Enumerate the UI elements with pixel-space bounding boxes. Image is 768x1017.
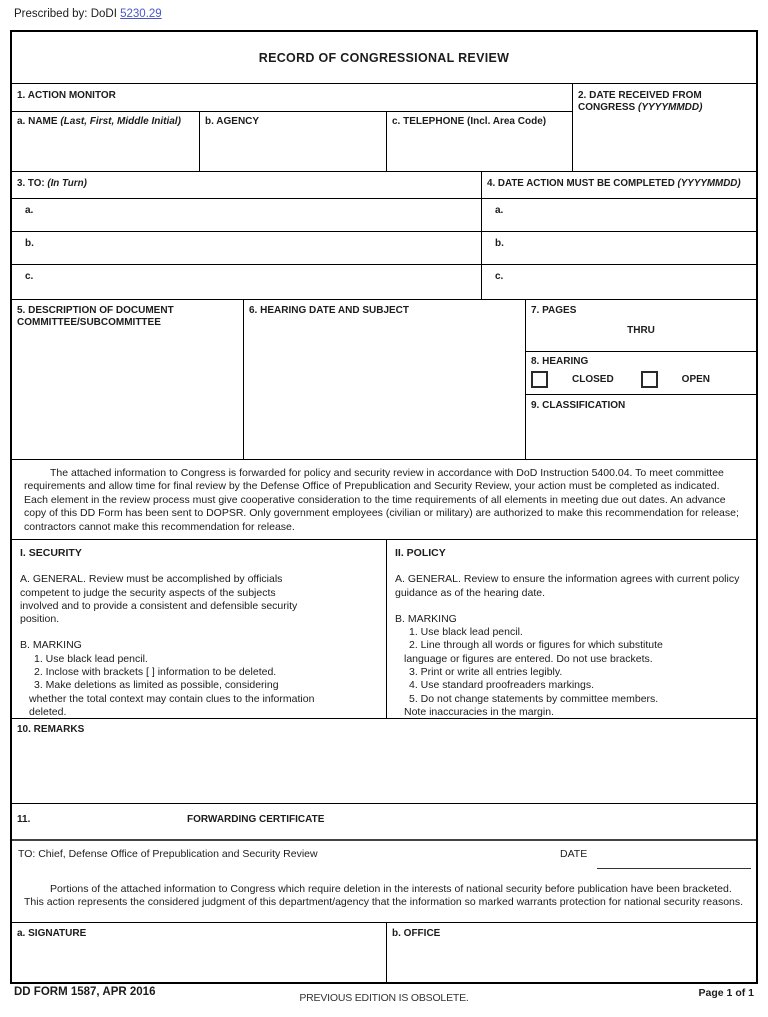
hearing-date-subject-label: 6. HEARING DATE AND SUBJECT xyxy=(249,305,410,316)
telephone-input[interactable] xyxy=(392,128,567,167)
section-11-forwarding-certificate xyxy=(12,804,756,839)
hearing-label: 8. HEARING xyxy=(531,356,589,367)
dd-form-1587 xyxy=(10,30,758,984)
policy-line: 5. Do not change statements by committee members. xyxy=(409,692,659,705)
action-monitor-row xyxy=(12,84,756,172)
classification-label: 9. CLASSIFICATION xyxy=(531,400,626,411)
closed-checkbox[interactable] xyxy=(531,371,548,388)
section-6-hearing-date-subject[interactable] xyxy=(244,300,526,459)
section-11-number: 11. xyxy=(17,814,31,825)
dodi-5230-link[interactable]: 5230.29 xyxy=(120,8,162,20)
description-label: 5. DESCRIPTION OF DOCUMENT COMMITTEE/SUBCOMMITTEE xyxy=(17,305,174,328)
prescribed-by-line xyxy=(14,8,162,20)
policy-title: II. POLICY xyxy=(395,547,446,559)
to-input-c[interactable]: c. xyxy=(25,271,34,282)
name-label: a. NAME (Last, First, Middle Initial) xyxy=(17,116,181,127)
open-label: OPEN xyxy=(681,374,711,385)
security-line: 3. Make deletions as limited as possible, considering xyxy=(34,679,279,692)
agency-cell xyxy=(200,112,387,171)
form-title: RECORD OF CONGRESSIONAL REVIEW xyxy=(258,50,510,65)
date-label: DATE xyxy=(560,848,588,860)
policy-line: B. MARKING xyxy=(395,612,457,625)
security-column xyxy=(12,540,387,718)
security-line: 2. Inclose with brackets [ ] information to be deleted. xyxy=(34,666,277,679)
security-line: whether the total context may contain clues to the information xyxy=(29,692,315,705)
certificate-paragraph: Portions of the attached information to Congress which require deletion in the interests of national security before publication have been bracketed. This action represents the considered judgment of this department/agency that the information so marked warrants protection for national security reasons. xyxy=(24,883,744,909)
date-completed-input-b[interactable]: b. xyxy=(482,232,756,265)
to-input-a[interactable]: a. xyxy=(12,199,481,232)
thru-label: THRU xyxy=(627,325,655,336)
security-line: deleted. xyxy=(29,705,67,718)
section-2-date-received xyxy=(573,84,756,171)
hearing-options xyxy=(531,371,751,388)
to-input-b[interactable]: b. xyxy=(12,232,481,265)
section-5-description[interactable] xyxy=(12,300,244,459)
section-8-hearing xyxy=(526,352,756,395)
name-cell xyxy=(12,112,200,171)
signature-office-row xyxy=(12,923,756,982)
security-line: involved and to provide a consistent and defensible security xyxy=(20,599,298,612)
section-4-date-completed xyxy=(482,172,756,299)
intro-paragraph: The attached information to Congress is forwarded for policy and security review in accordance with DoD Instruction 5400.04. To meet committee requirements and allow time for final review by the Defense Office of Prepublication and Security Review, your action must be completed as indicated. Each element in the review process must give cooperative consideration to the time requirements of all elements in meeting due out dates. An advance copy of this DD Form has been sent to DOPSR. Only government employees (civilian or military) are authorized to make this recommendation for release; contractors cannot make this recommendation for release. xyxy=(24,467,739,533)
policy-line: 3. Print or write all entries legibly. xyxy=(409,666,563,679)
date-received-label: 2. DATE RECEIVED FROM CONGRESS (YYYYMMDD) xyxy=(578,90,703,113)
policy-line: Note inaccuracies in the margin. xyxy=(404,705,554,718)
to-chief-line: TO: Chief, Defense Office of Prepublication and Security Review xyxy=(18,848,318,860)
section-9-classification[interactable] xyxy=(526,395,756,459)
form-title-row xyxy=(12,32,756,84)
policy-column xyxy=(387,540,756,718)
section-1-action-monitor xyxy=(12,84,573,171)
security-policy-instructions xyxy=(12,540,756,718)
policy-line: A. GENERAL. Review to ensure the information agrees with current policy xyxy=(395,573,740,586)
form-id-footer: DD FORM 1587, APR 2016 xyxy=(14,986,156,998)
prescribed-by-text: Prescribed by: DoDI xyxy=(14,8,121,20)
date-received-input[interactable] xyxy=(578,114,751,165)
action-monitor-label: 1. ACTION MONITOR xyxy=(12,84,572,112)
signature-cell[interactable] xyxy=(12,923,387,982)
to-chief-date-row xyxy=(12,839,756,877)
policy-line: 2. Line through all words or figures for which substitute xyxy=(409,639,663,652)
date-completed-input-c[interactable]: c. xyxy=(495,271,504,282)
office-cell[interactable] xyxy=(387,923,756,982)
policy-line: language or figures are entered. Do not use brackets. xyxy=(404,652,653,665)
description-hearing-row xyxy=(12,300,756,460)
telephone-cell xyxy=(387,112,572,171)
security-line: position. xyxy=(20,613,60,626)
date-input-line[interactable] xyxy=(597,868,751,869)
intro-paragraph-block xyxy=(12,460,756,540)
open-checkbox[interactable] xyxy=(641,371,658,388)
pages-hearing-classification-column xyxy=(526,300,756,459)
name-input[interactable] xyxy=(17,128,194,167)
agency-input[interactable] xyxy=(205,128,381,167)
date-completed-label: 4. DATE ACTION MUST BE COMPLETED (YYYYMMDD) xyxy=(482,172,756,199)
page-number: Page 1 of 1 xyxy=(698,987,754,999)
security-line: competent to judge the security aspects of the subjects xyxy=(20,586,276,599)
to-label: 3. TO: (In Turn) xyxy=(12,172,481,199)
security-line: A. GENERAL. Review must be accomplished by officials xyxy=(20,573,283,586)
remarks-label: 10. REMARKS xyxy=(17,724,85,735)
section-3-to xyxy=(12,172,482,299)
previous-edition-note: PREVIOUS EDITION IS OBSOLETE. xyxy=(299,992,469,1004)
policy-line: guidance as of the hearing date. xyxy=(395,586,546,599)
telephone-label: c. TELEPHONE (Incl. Area Code) xyxy=(392,116,547,127)
agency-label: b. AGENCY xyxy=(205,116,260,127)
section-10-remarks[interactable] xyxy=(12,718,756,804)
section-7-pages[interactable] xyxy=(526,300,756,352)
security-line: 1. Use black lead pencil. xyxy=(34,652,148,665)
signature-label: a. SIGNATURE xyxy=(17,928,87,939)
security-line: B. MARKING xyxy=(20,639,82,652)
policy-line: 4. Use standard proofreaders markings. xyxy=(409,679,595,692)
security-title: I. SECURITY xyxy=(20,547,82,559)
closed-label: CLOSED xyxy=(572,374,614,385)
policy-line: 1. Use black lead pencil. xyxy=(409,626,523,639)
to-in-turn-row xyxy=(12,172,756,300)
pages-label: 7. PAGES xyxy=(531,305,577,316)
forwarding-certificate-label: FORWARDING CERTIFICATE xyxy=(187,814,325,825)
certificate-paragraph-block xyxy=(12,877,756,923)
action-monitor-cells xyxy=(12,112,572,171)
office-label: b. OFFICE xyxy=(392,928,441,939)
date-completed-input-a[interactable]: a. xyxy=(482,199,756,232)
